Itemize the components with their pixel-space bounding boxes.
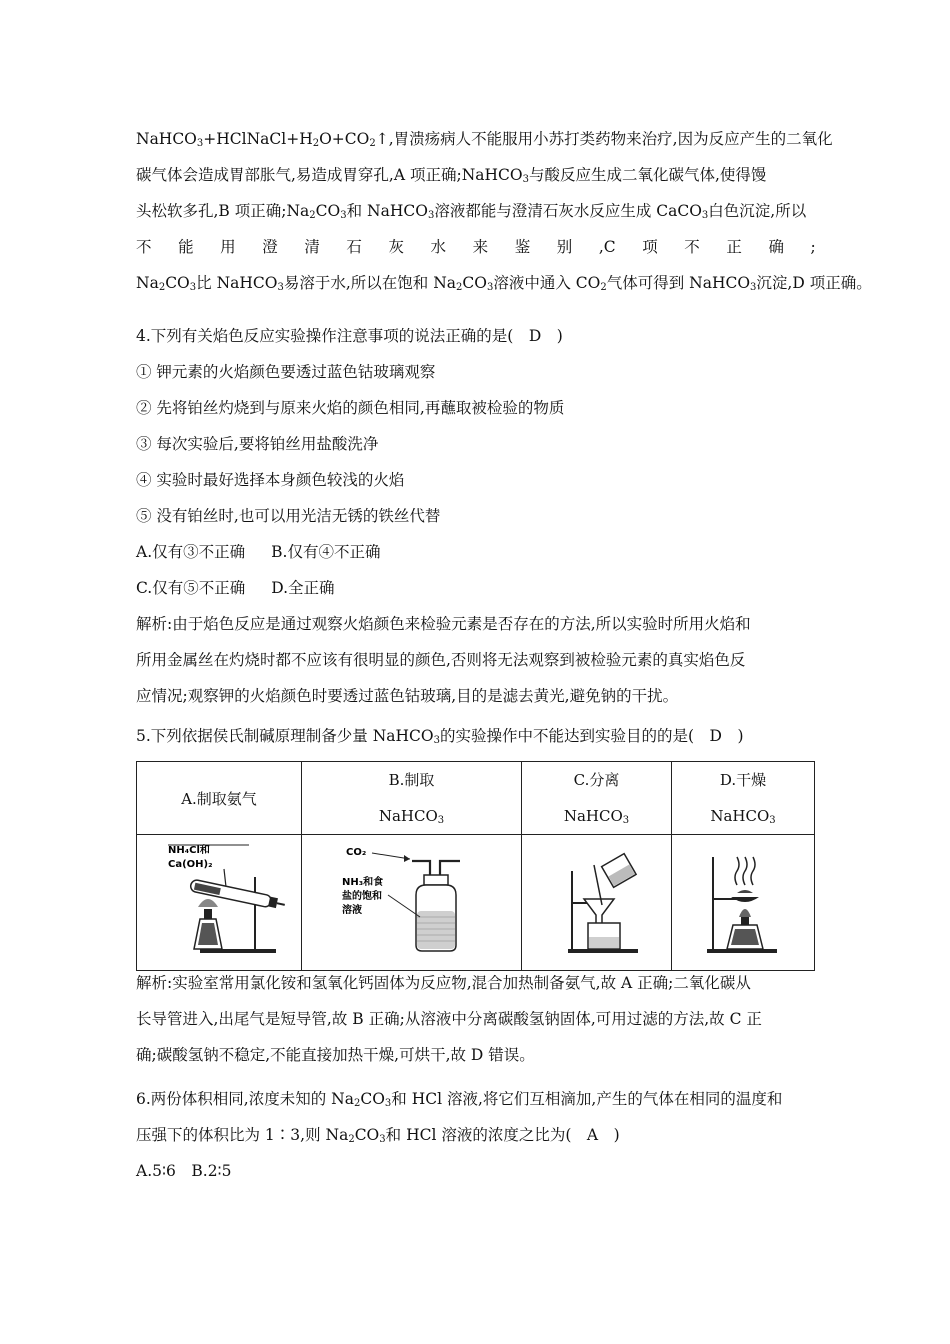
q4-option-d: D.全正确 [271, 579, 335, 597]
text-line: $NaHCO_3+HClNaCl+H_2O+CO_2↑$,胃溃疡病人不能服用小苏打类药物来治疗,因为反应产生的二氧化 [136, 130, 833, 149]
ammonia-generation-diagram [144, 841, 294, 961]
reagent-label: Ca(OH)₂ [168, 858, 213, 870]
q4-analysis-line: 应情况;观察钾的火焰颜色时要透过蓝色钴玻璃,目的是滤去黄光,避免钠的干扰。 [136, 687, 679, 705]
question-4-stem: 4.下列有关焰色反应实验操作注意事项的说法正确的是( D ) [136, 327, 563, 345]
q4-option-a: A.仅有③不正确 [136, 543, 246, 561]
q4-item: ③ 每次实验后,要将铂丝用盐酸洗净 [136, 435, 379, 453]
solution-label: NH₃和食 [341, 876, 383, 888]
question-6-stem: 6.两份体积相同,浓度未知的 $Na_2CO_3$和 HCl 溶液,将它们互相滴加,产生的气体在相同的温度和 [136, 1090, 783, 1109]
col-header-b: B.制取 NaHCO$_3$ [302, 762, 522, 835]
q4-item: ② 先将铂丝灼烧到与原来火焰的颜色相同,再蘸取被检验的物质 [136, 399, 565, 417]
q5-analysis-line: 解析:实验室常用氯化铵和氢氧化钙固体为反应物,混合加热制备氨气,故 A 正确;二氧化碳从 [136, 974, 751, 992]
figure-a-ammonia-apparatus [137, 835, 302, 971]
text-line: 碳气体会造成胃部胀气,易造成胃穿孔,A 项正确;NaHCO$_3$与酸反应生成二氧化碳气体,使得馒 [136, 166, 767, 185]
heating-evaporation-diagram [683, 841, 803, 961]
solution-label: 溶液 [341, 904, 362, 916]
q4-options-row [136, 543, 380, 561]
question-6-stem-cont: 压强下的体积比为 1∶3,则 $Na_2CO_3$和 HCl 溶液的浓度之比为( A ) [136, 1126, 620, 1145]
figure-b-gas-bottle [302, 835, 522, 971]
co2-bubbling-diagram [312, 841, 512, 961]
gas-label: CO₂ [345, 846, 366, 858]
q4-analysis-line: 所用金属丝在灼烧时都不应该有很明显的颜色,否则将无法观察到被检验元素的真实焰色反 [136, 651, 746, 669]
solution-label: 盐的饱和 [341, 890, 382, 902]
text-line: $Na_2CO_3$比 NaHCO$_3$易溶于水,所以在饱和 $Na_2CO_3$溶液中通入 $CO_2$气体可得到 NaHCO$_3$沉淀,D 项正确。 [136, 274, 872, 293]
q4-item: ④ 实验时最好选择本身颜色较浅的火焰 [136, 471, 405, 489]
figure-d-heating-dish [672, 835, 815, 971]
col-header-c: C.分离 NaHCO$_3$ [522, 762, 672, 835]
q4-item: ⑤ 没有铂丝时,也可以用光洁无锈的铁丝代替 [136, 507, 441, 525]
figure-c-filtration [522, 835, 672, 971]
col-header-a: A.制取氨气 [137, 762, 302, 835]
q4-option-c: C.仅有⑤不正确 [136, 579, 246, 597]
q4-option-b: B.仅有④不正确 [271, 543, 381, 561]
q6-options: A.5∶6 B.2∶5 [136, 1162, 232, 1180]
question-5-stem: 5.下列依据侯氏制碱原理制备少量 NaHCO$_3$的实验操作中不能达到实验目的的是( D ) [136, 727, 744, 746]
q5-analysis-line: 确;碳酸氢钠不稳定,不能直接加热干燥,可烘干,故 D 错误。 [136, 1046, 535, 1064]
q4-item: ① 钾元素的火焰颜色要透过蓝色钴玻璃观察 [136, 363, 436, 381]
reagent-label: NH₄Cl和 [168, 844, 210, 856]
filtration-diagram [532, 841, 662, 961]
justified-text-line: 不 能 用 澄 清 石 灰 水 来 鉴 别 ,C 项 不 正 确 ; [136, 238, 816, 256]
text-line: 头松软多孔,B 项正确$;Na_2CO_3$和 NaHCO$_3$溶液都能与澄清石灰水反应生成 CaCO$_3$白色沉淀,所以 [136, 202, 807, 221]
q4-options-row [136, 579, 335, 597]
q5-analysis-line: 长导管进入,出尾气是短导管,故 B 正确;从溶液中分离碳酸氢钠固体,可用过滤的方法,故 C 正 [136, 1010, 762, 1028]
q4-analysis-line: 解析:由于焰色反应是通过观察火焰颜色来检验元素是否存在的方法,所以实验时所用火焰和 [136, 615, 751, 633]
col-header-d: D.干燥 NaHCO$_3$ [672, 762, 815, 835]
experiment-table [136, 761, 815, 971]
